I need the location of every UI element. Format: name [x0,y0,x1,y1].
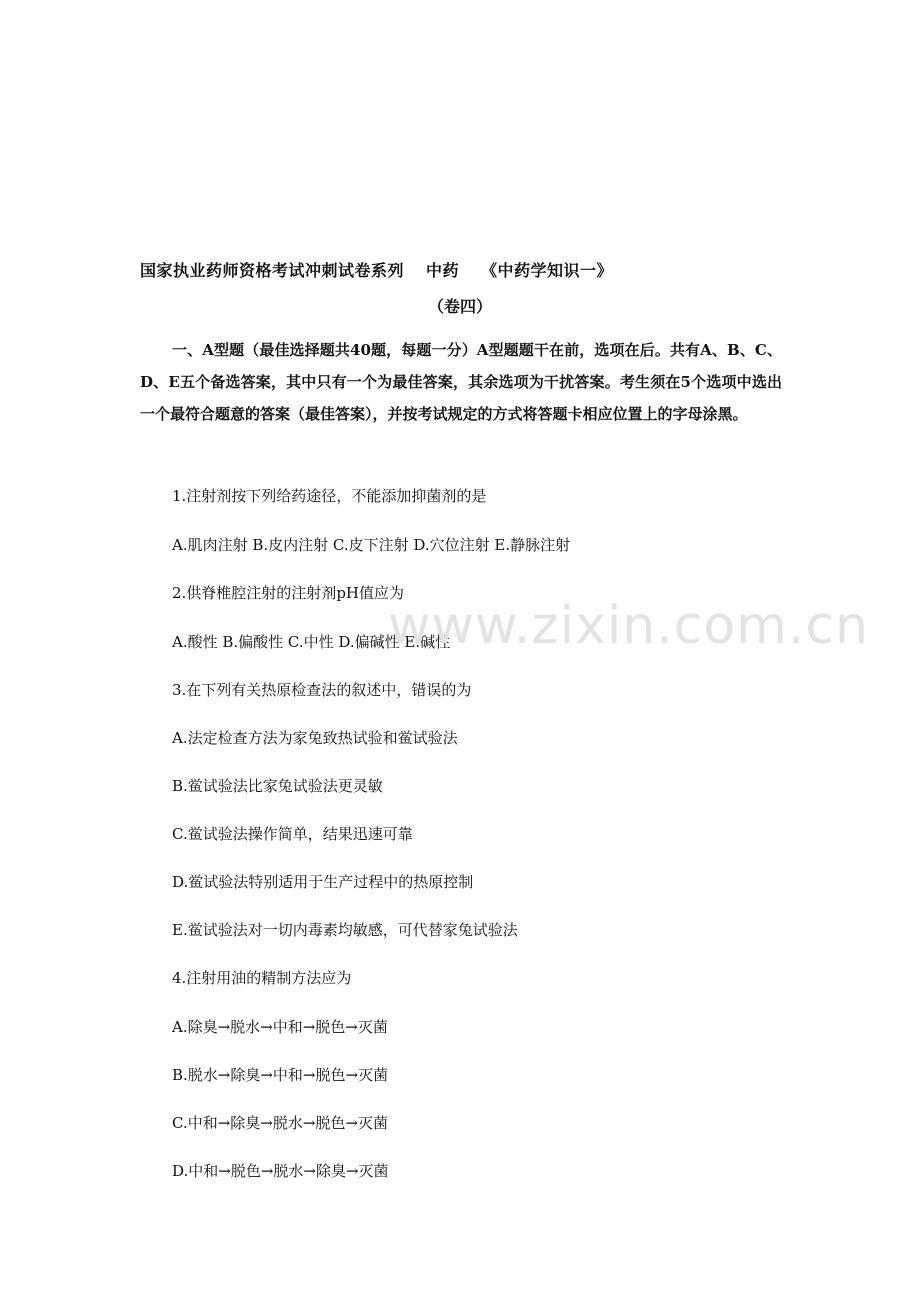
question-2: 2.供脊椎腔注射的注射剂pH值应为 [172,584,404,602]
question-3-option-a: A.法定检查方法为家兔致热试验和鲎试验法 [172,729,458,747]
watermark: www.zixin.com.cn [388,596,869,656]
question-3-option-d: D.鲎试验法特别适用于生产过程中的热原控制 [172,873,474,891]
document-subtitle: （卷四） [428,297,493,316]
question-4-option-a: A.除臭→脱水→中和→脱色→灭菌 [172,1018,388,1036]
question-1-options: A.肌肉注射 B.皮内注射 C.皮下注射 D.穴位注射 E.静脉注射 [172,536,571,554]
title-category: 中药 [426,261,460,280]
question-1: 1.注射剂按下列给药途径，不能添加抑菌剂的是 [172,487,487,505]
question-2-options: A.酸性 B.偏酸性 C.中性 D.偏碱性 E.碱性 [172,633,451,651]
section-intro: 一、A型题（最佳选择题共40题，每题一分）A型题题干在前，选项在后。共有A、B、C、D、E五个备选答案，其中只有一个为最佳答案，其余选项为干扰答案。考生须在5个选项中选出一个最符合题意的答案（最佳答案），并按考试规定的方式将答题卡相应位置上的字母涂黑。 [140,341,782,423]
question-3-option-e: E.鲎试验法对一切内毒素均敏感，可代替家兔试验法 [172,921,518,939]
question-4-option-d: D.中和→脱色→脱水→除臭→灭菌 [172,1162,389,1180]
question-4: 4.注射用油的精制方法应为 [172,969,352,987]
question-4-option-b: B.脱水→除臭→中和→脱色→灭菌 [172,1066,389,1084]
question-3-option-c: C.鲎试验法操作简单，结果迅速可靠 [172,825,413,843]
title-series: 国家执业药师资格考试冲刺试卷系列 [140,261,405,280]
document-title [140,258,613,281]
question-3-option-b: B.鲎试验法比家兔试验法更灵敏 [172,777,383,795]
title-subject: 《中药学知识一》 [481,261,614,280]
question-3: 3.在下列有关热原检查法的叙述中，错误的为 [172,681,472,699]
question-4-option-c: C.中和→除臭→脱水→脱色→灭菌 [172,1114,388,1132]
